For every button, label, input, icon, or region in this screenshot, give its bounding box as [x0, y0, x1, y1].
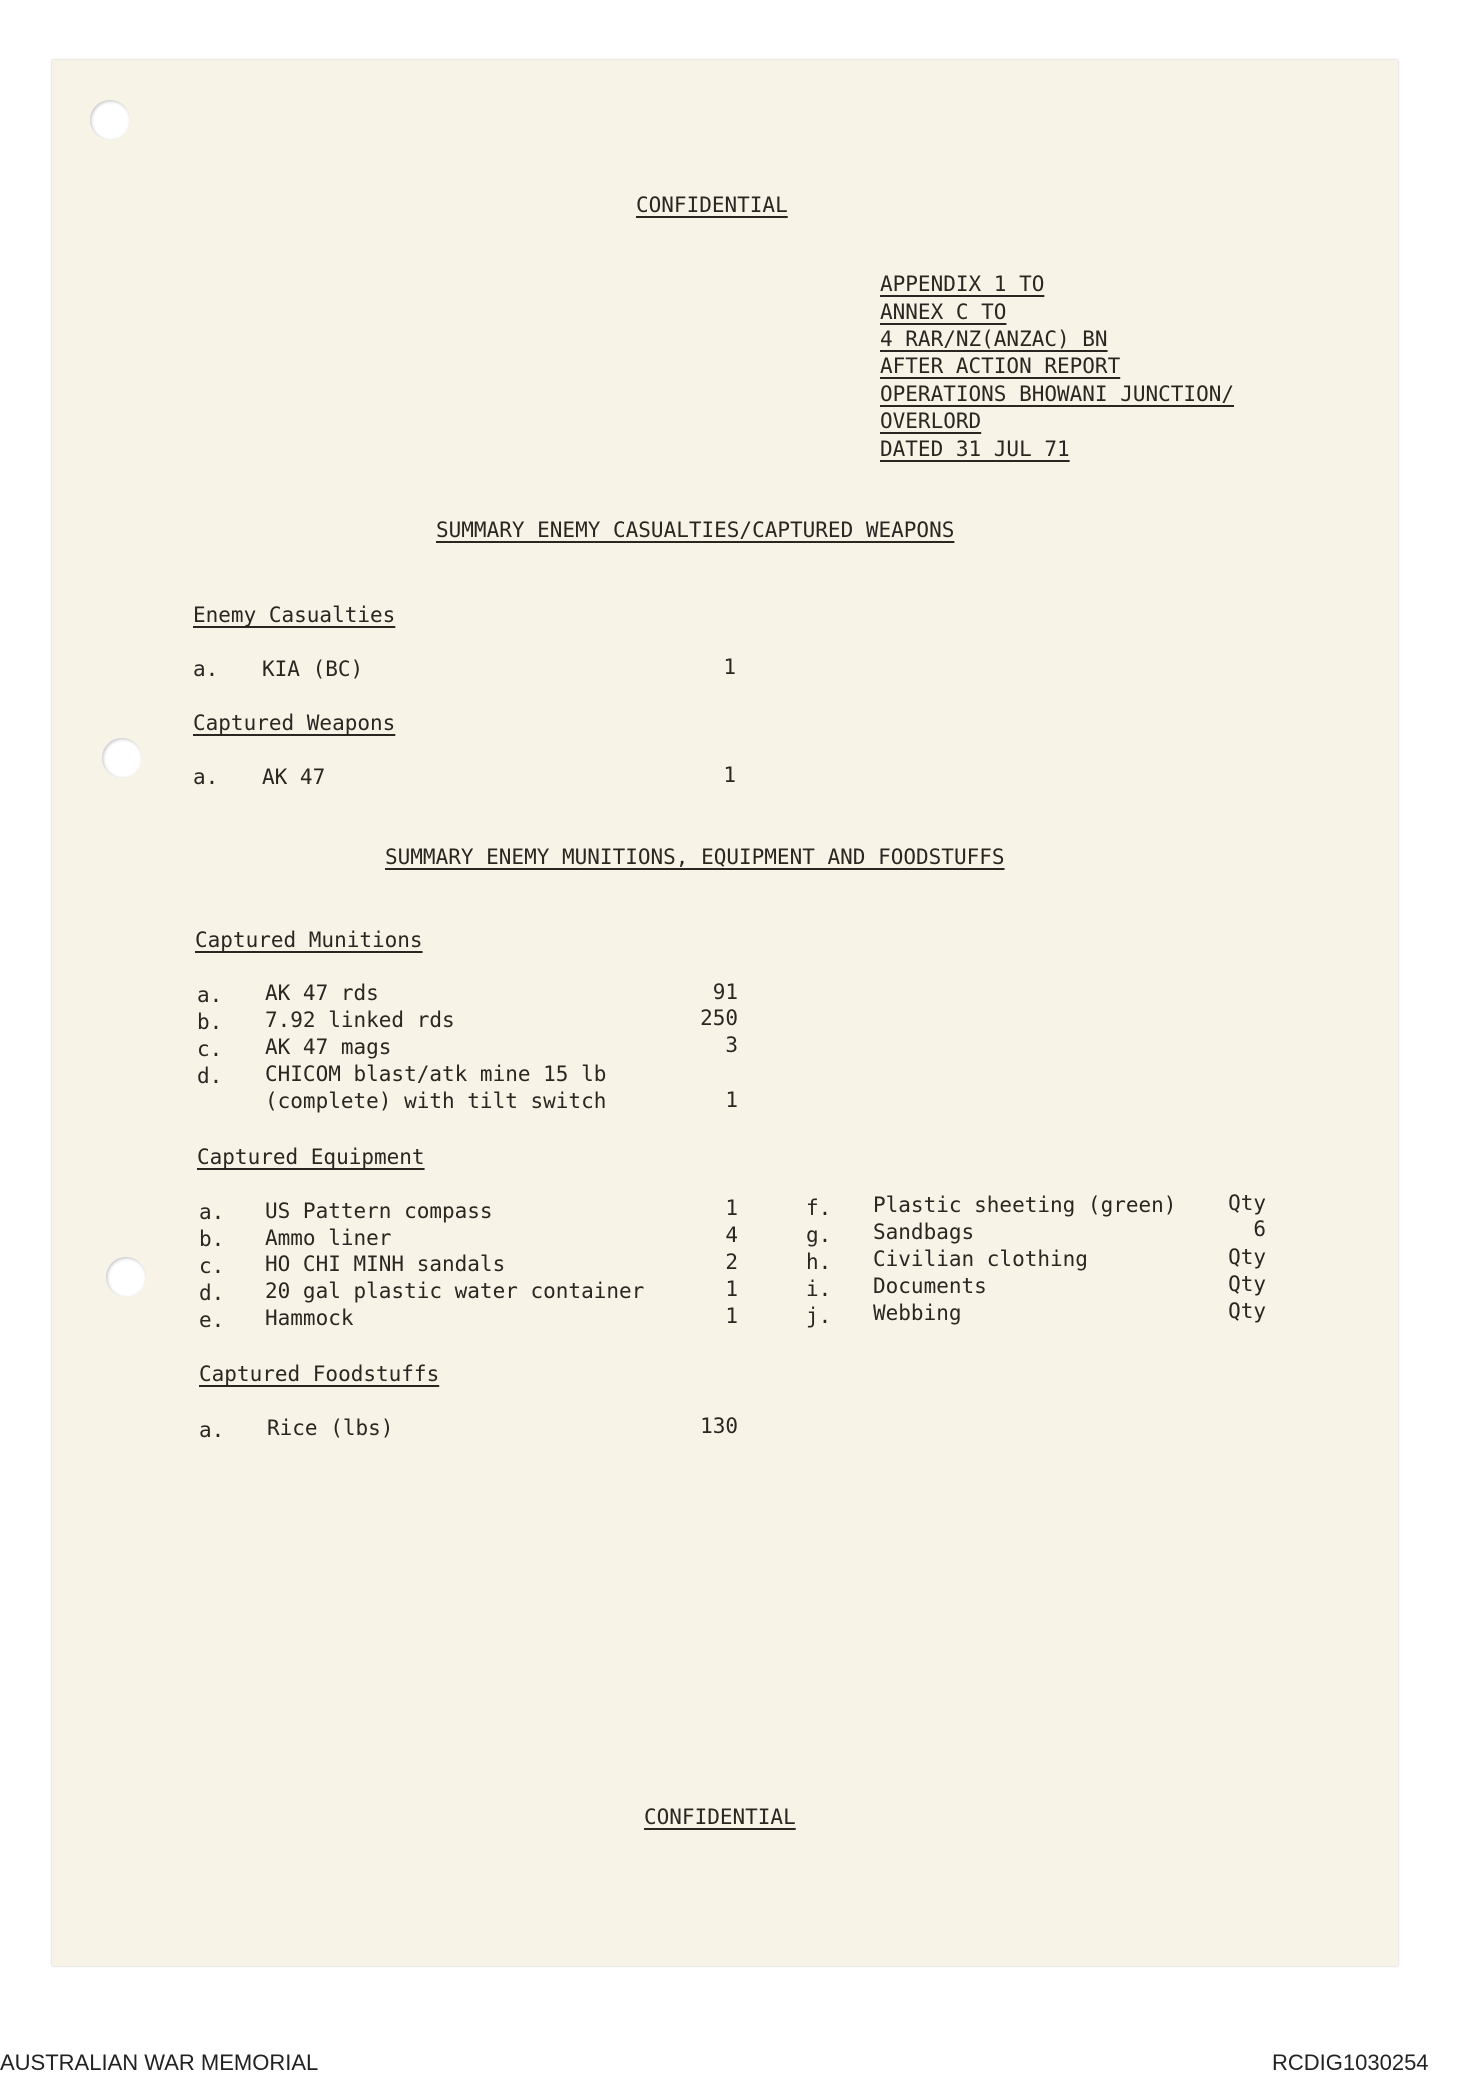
item-qty: 250 [700, 1006, 738, 1030]
item-label: 20 gal plastic water container [265, 1279, 645, 1303]
punch-hole [90, 100, 130, 140]
archive-institution: AUSTRALIAN WAR MEMORIAL [0, 2050, 319, 2075]
reference-line: APPENDIX 1 TO [880, 272, 1045, 296]
item-label: AK 47 [262, 765, 326, 789]
item-qty: 3 [725, 1033, 738, 1057]
item-qty: Qty [1228, 1245, 1266, 1269]
item-label: Webbing [873, 1301, 962, 1325]
punch-hole [102, 738, 142, 778]
item-label: AK 47 rds [265, 981, 379, 1005]
item-qty: 1 [725, 1088, 738, 1112]
item-letter: c. [197, 1037, 223, 1061]
reference-line: ANNEX C TO [880, 300, 1007, 324]
item-letter: j. [806, 1304, 832, 1328]
heading-captured-weapons: Captured Weapons [193, 711, 396, 735]
item-qty: 2 [725, 1250, 738, 1274]
reference-line: OVERLORD [880, 409, 982, 433]
item-label: Ammo liner [265, 1226, 392, 1250]
item-letter: a. [199, 1200, 225, 1224]
item-label: AK 47 mags [265, 1035, 392, 1059]
item-label: Documents [873, 1274, 987, 1298]
item-letter: f. [806, 1196, 832, 1220]
classification-bottom: CONFIDENTIAL [644, 1805, 796, 1829]
item-label: Hammock [265, 1306, 354, 1330]
item-qty: Qty [1228, 1272, 1266, 1296]
item-letter: c. [199, 1254, 225, 1278]
classification-top: CONFIDENTIAL [636, 193, 788, 217]
item-qty: Qty [1228, 1191, 1266, 1215]
item-letter: d. [197, 1064, 223, 1088]
heading-captured-equipment: Captured Equipment [197, 1145, 425, 1169]
item-qty: 130 [700, 1414, 738, 1438]
item-letter: i. [806, 1277, 832, 1301]
item-label: HO CHI MINH sandals [265, 1252, 506, 1276]
item-label-continued: (complete) with tilt switch [265, 1089, 607, 1113]
item-qty: Qty [1228, 1299, 1266, 1323]
item-letter: d. [199, 1281, 225, 1305]
item-label: US Pattern compass [265, 1199, 493, 1223]
item-letter: a. [193, 657, 219, 681]
reference-line: OPERATIONS BHOWANI JUNCTION/ [880, 382, 1235, 406]
item-label: Civilian clothing [873, 1247, 1088, 1271]
item-qty: 91 [712, 980, 738, 1004]
item-qty: 4 [725, 1223, 738, 1247]
item-qty: 1 [725, 1196, 738, 1220]
reference-line: DATED 31 JUL 71 [880, 437, 1070, 461]
item-letter: h. [806, 1250, 832, 1274]
item-letter: b. [197, 1010, 223, 1034]
item-label: CHICOM blast/atk mine 15 lb [265, 1062, 607, 1086]
reference-line: 4 RAR/NZ(ANZAC) BN [880, 327, 1108, 351]
section-title-casualties-weapons: SUMMARY ENEMY CASUALTIES/CAPTURED WEAPONS [436, 518, 955, 542]
item-qty: 1 [725, 1277, 738, 1301]
item-letter: a. [197, 983, 223, 1007]
reference-line: AFTER ACTION REPORT [880, 354, 1121, 378]
item-letter: a. [199, 1418, 225, 1442]
item-letter: e. [199, 1308, 225, 1332]
item-label: KIA (BC) [262, 657, 364, 681]
heading-captured-foodstuffs: Captured Foodstuffs [199, 1362, 440, 1386]
heading-enemy-casualties: Enemy Casualties [193, 603, 396, 627]
item-letter: g. [806, 1223, 832, 1247]
item-letter: b. [199, 1227, 225, 1251]
item-qty: 6 [1253, 1217, 1266, 1241]
item-qty: 1 [723, 763, 736, 787]
item-label: Rice (lbs) [267, 1416, 394, 1440]
item-letter: a. [193, 765, 219, 789]
section-title-munitions-equipment-foodstuffs: SUMMARY ENEMY MUNITIONS, EQUIPMENT AND FOODSTUFFS [385, 845, 1005, 869]
item-qty: 1 [723, 655, 736, 679]
punch-hole [106, 1257, 146, 1297]
item-qty: 1 [725, 1304, 738, 1328]
archive-reference: RCDIG1030254 [1272, 2050, 1429, 2075]
item-label: 7.92 linked rds [265, 1008, 455, 1032]
item-label: Plastic sheeting (green) [873, 1193, 1177, 1217]
heading-captured-munitions: Captured Munitions [195, 928, 423, 952]
item-label: Sandbags [873, 1220, 975, 1244]
